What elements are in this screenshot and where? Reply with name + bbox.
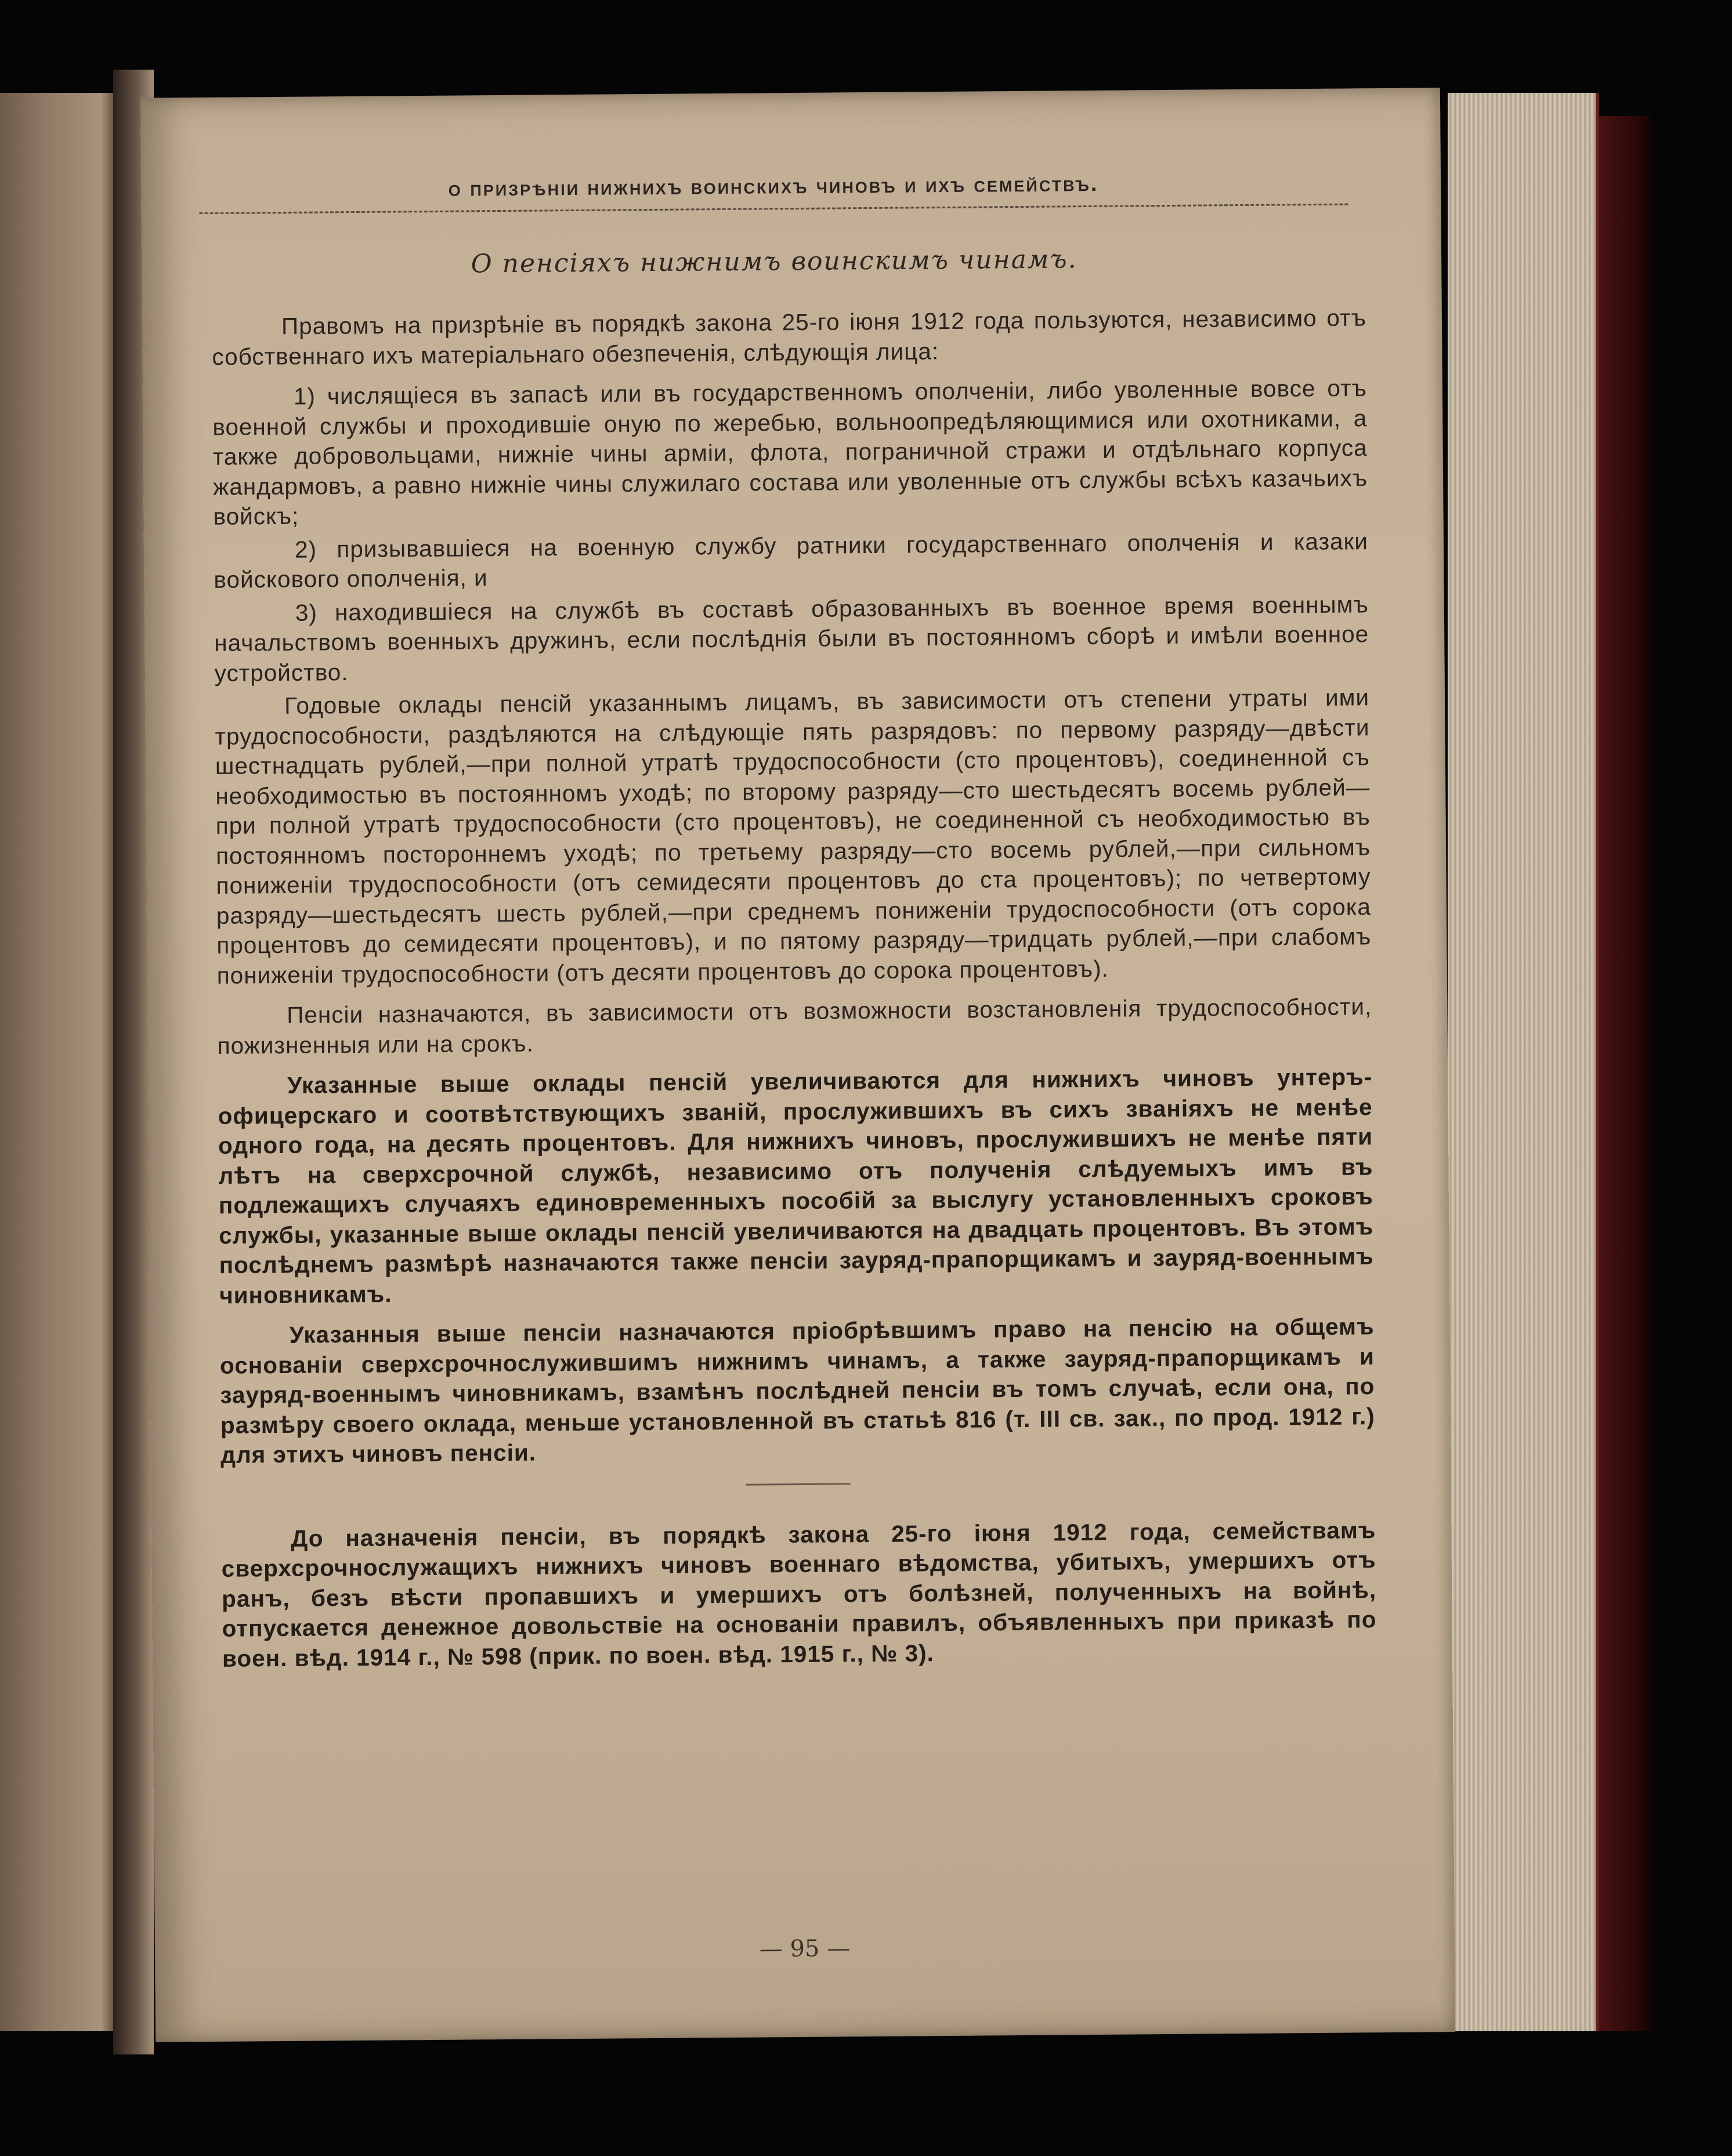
book-cover bbox=[1599, 116, 1651, 2031]
section-separator bbox=[746, 1483, 851, 1485]
page-stack-edges bbox=[1448, 93, 1599, 2031]
paragraph: Указанные выше оклады пенсій увеличиваются для нижнихъ чиновъ унтеръ-офицерскаго и соотвѣтствующихъ званій, прослужившихъ въ сихъ званіяхъ не менѣе одного года, на десять процентовъ. Для нижнихъ чиновъ, прослужившихъ не менѣе пяти лѣтъ на сверхсрочной службѣ, независимо отъ полученія слѣдуемыхъ имъ въ подлежащихъ случаяхъ единовременныхъ пособій за выслугу установленныхъ сроковъ службы, указанные выше оклады пенсій увеличиваются на двадцать процентовъ. Въ этомъ послѣднемъ размѣрѣ назначаются также пенсіи зауряд-прапорщикамъ и зауряд-военнымъ чиновникамъ. bbox=[218, 1063, 1374, 1309]
paragraph: Годовые оклады пенсій указаннымъ лицамъ, въ зависимости отъ степени утраты ими трудоспособности, раздѣляются на слѣдующіе пять разрядовъ: по первому разряду—двѣсти шестнадцать рублей,—при полной утратѣ трудоспособности (сто процентовъ), соединенной съ необходимостью въ постоянномъ уходѣ; по второму разряду—сто шестьдесятъ восемь рублей—при полной утратѣ трудоспособности (сто процентовъ), не соединенной съ необходимостью въ постоянномъ постороннемъ уходѣ; по третьему разряду—сто восемь рублей,—при сильномъ пониженіи трудоспособности (отъ семидесяти процентовъ до ста процентовъ); по четвертому разряду—шестьдесятъ шесть рублей,—при среднемъ пониженіи трудоспособности (отъ сорока процентовъ до семидесяти процентовъ), и по пятому разряду—тридцать рублей,—при слабомъ пониженіи трудоспособности (отъ десяти процентовъ до сорока процентовъ). bbox=[215, 684, 1372, 989]
list-item: 3) находившіеся на службѣ въ составѣ образованныхъ въ военное время военнымъ начальствомъ военныхъ дружинъ, если послѣднія были въ постоянномъ сборѣ и имѣли военное устройство. bbox=[214, 590, 1369, 687]
list-item: 2) призывавшіеся на военную службу ратники государственнаго ополченія и казаки войскового ополченія, и bbox=[214, 527, 1369, 593]
header-rule bbox=[199, 204, 1348, 215]
left-page-edge bbox=[0, 93, 119, 2031]
paragraph: До назначенія пенсіи, въ порядкѣ закона 25-го іюня 1912 года, семействамъ сверхсрочнослужащихъ нижнихъ чиновъ военнаго вѣдомства, убитыхъ, умершихъ отъ ранъ, безъ вѣсти пропавшихъ и умершихъ отъ болѣзней, полученныхъ на войнѣ, отпускается денежное довольствіе на основаніи правилъ, объявленныхъ при приказѣ по воен. вѣд. 1914 г., № 598 (прик. по воен. вѣд. 1915 г., № 3). bbox=[221, 1516, 1377, 1672]
book-page bbox=[140, 88, 1455, 2042]
page-number: — 95 — bbox=[759, 1935, 851, 1963]
paragraph: Указанныя выше пенсіи назначаются пріобрѣвшимъ право на пенсію на общемъ основаніи сверхсрочнослужившимъ нижнимъ чинамъ, а также зауряд-прапорщикамъ и зауряд-военнымъ чиновникамъ, взамѣнъ послѣдней пенсіи въ томъ случаѣ, если она, по размѣру своего оклада, меньше установленной въ статьѣ 816 (т. III св. зак., по прод. 1912 г.) для этихъ чиновъ пенсіи. bbox=[219, 1313, 1375, 1468]
paragraph: Пенсіи назначаются, въ зависимости отъ возможности возстановленія трудоспособности, пожизненныя или на срокъ. bbox=[217, 993, 1372, 1059]
paragraph: Правомъ на призрѣніе въ порядкѣ закона 25-го іюня 1912 года пользуются, независимо отъ собственнаго ихъ матеріальнаго обезпеченія, слѣдующія лица: bbox=[212, 304, 1367, 370]
section-title: О пенсіяхъ нижнимъ воинскимъ чинамъ. bbox=[471, 244, 1077, 279]
list-item: 1) числящіеся въ запасѣ или въ государственномъ ополченіи, либо уволенные вовсе отъ военной службы и проходившіе оную по жеребью, вольноопредѣляющимися или охотниками, а также добровольцами, нижніе чины арміи, флота, пограничной стражи и отдѣльнаго корпуса жандармовъ, а равно нижніе чины служилаго состава или уволенные отъ службы всѣхъ казачьихъ войскъ; bbox=[212, 374, 1368, 530]
running-header: о призрѣніи нижнихъ воинскихъ чиновъ и ихъ семействъ. bbox=[448, 171, 1099, 201]
page-body bbox=[212, 303, 1377, 1684]
